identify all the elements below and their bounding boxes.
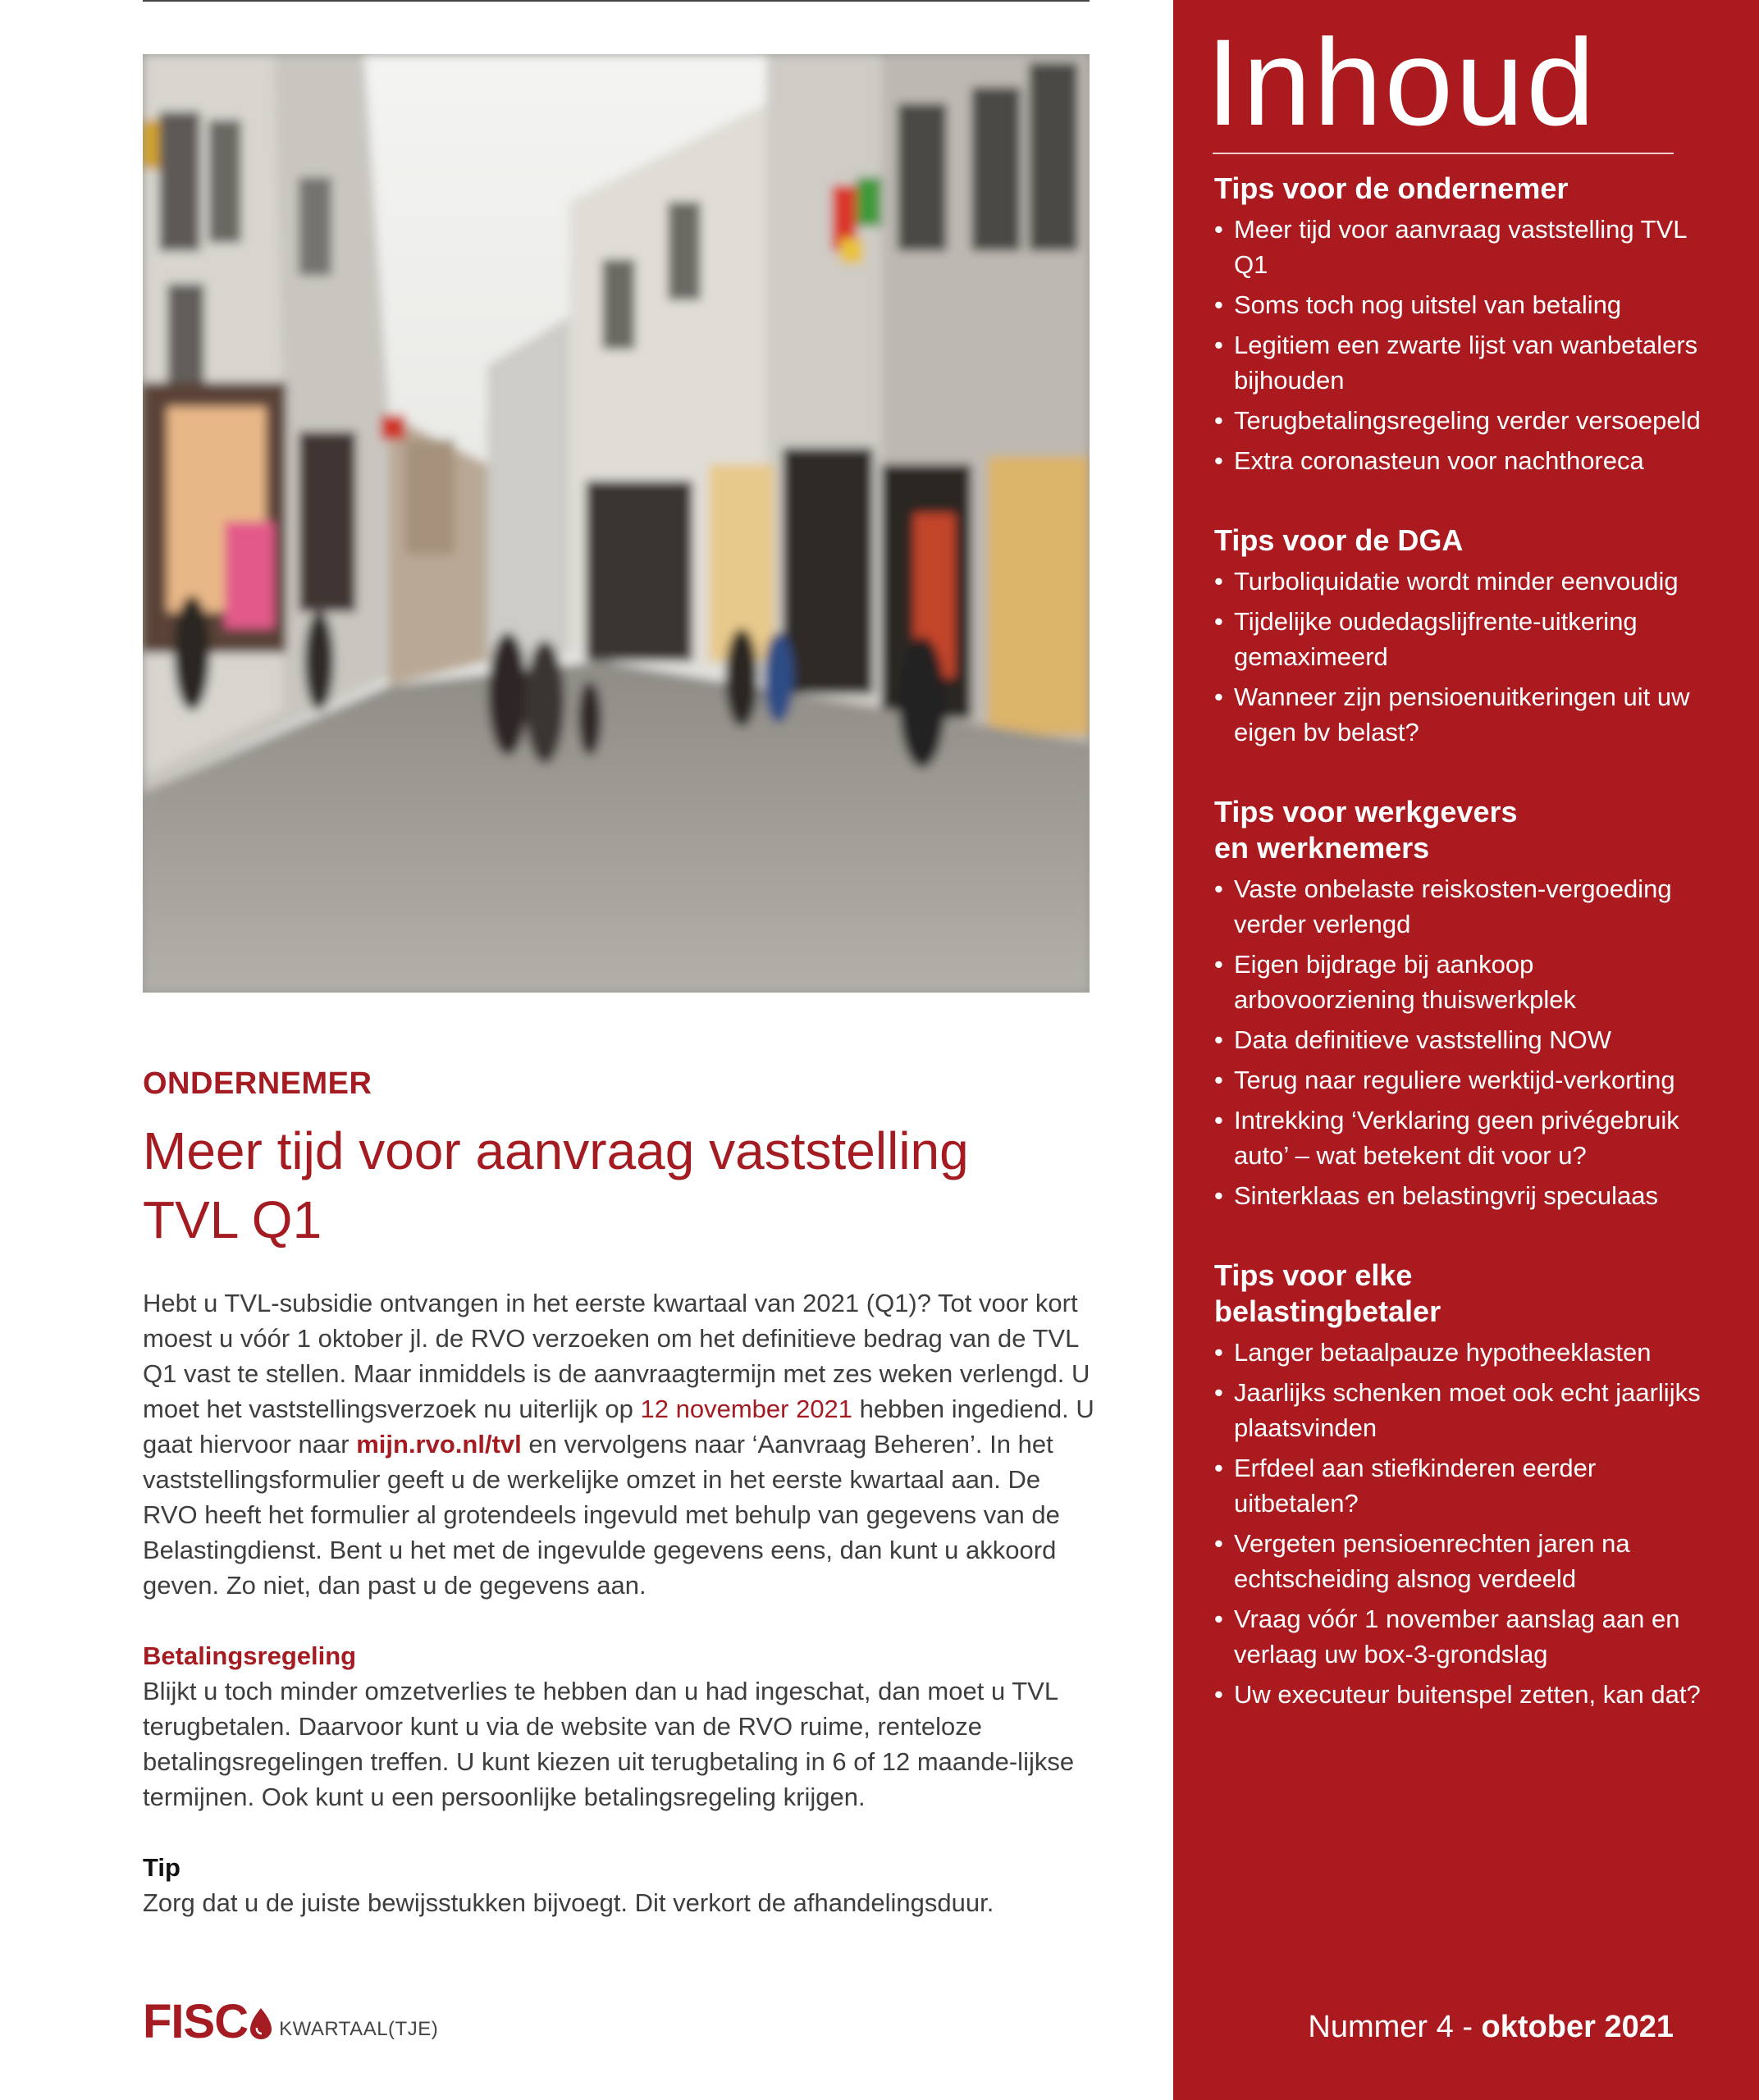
toc-section — [1214, 794, 1706, 1213]
article-paragraph: Blijkt u toch minder omzetverlies te hebben dan u had ingeschat, dan moet u TVL terugbetalen. Daarvoor kunt u via de website van de RVO ruime, renteloze betalingsregelingen treffen. U kunt kiezen uit terugbetaling in 6 of 12 maande-lijkse termijnen. Ook kunt u een persoonlijke betalingsregeling krijgen. — [143, 1677, 1075, 1811]
fisc-logo — [143, 1995, 439, 2048]
issue-date: oktober 2021 — [1481, 2010, 1674, 2044]
toc-item[interactable]: • Erfdeel aan stiefkinderen eerder uitbetalen? — [1214, 1450, 1706, 1521]
toc-item[interactable]: • Vergeten pensioenrechten jaren na echtscheiding alsnog verdeeld — [1214, 1526, 1706, 1596]
paragraph-text: Hebt u TVL-subsidie ontvangen in het eerste kwartaal van 2021 (Q1)? Tot voor kort moest u vóór 1 oktober jl. de RVO verzoeken om het definitieve bedrag van de TVL Q1 vast te stellen. Maar inmiddels is de aanvraagtermijn met zes weken verlengd. U moet het vaststellingsverzoek nu uiterlijk op — [143, 1289, 1090, 1423]
article-title: Meer tijd voor aanvraag vaststelling TVL Q1 — [143, 1121, 969, 1249]
contents-divider — [1213, 153, 1674, 154]
toc-item[interactable]: • Soms toch nog uitstel van betaling — [1214, 287, 1706, 322]
contents-title: Inhoud — [1206, 13, 1597, 151]
toc-item[interactable]: • Wanneer zijn pensioenuitkeringen uit uw eigen bv belast? — [1214, 679, 1706, 750]
toc-item[interactable]: • Intrekking ‘Verklaring geen privégebruik auto’ – wat betekent dit voor u? — [1214, 1102, 1706, 1173]
toc-section — [1214, 1258, 1706, 1712]
logo-drop-icon — [249, 2006, 272, 2039]
article — [143, 1066, 1094, 1920]
toc-item[interactable]: • Terugbetalingsregeling verder versoepeld — [1214, 403, 1706, 438]
toc-item[interactable]: • Sinterklaas en belastingvrij speculaas — [1214, 1178, 1706, 1213]
tip-text: Zorg dat u de juiste bewijsstukken bijvoegt. Dit verkort de afhandelingsduur. — [143, 1888, 994, 1917]
paragraph-text: en vervolgens naar ‘Aanvraag Beheren’. In het vaststellingsformulier geeft u de werkelijke omzet in het eerste kwartaal aan. De RVO heeft het formulier al grotendeels ingevuld met behulp van gegevens van de Belastingdienst. Bent u het met de ingevulde gegevens eens, dan kunt u akkoord geven. Zo niet, dan past u de gegevens aan. — [143, 1430, 1060, 1600]
toc-item[interactable]: • Tijdelijke oudedagslijfrente-uitkering gemaximeerd — [1214, 604, 1706, 674]
logo-brand: FISC — [143, 1995, 249, 2048]
article-paragraph — [143, 1285, 1094, 1603]
logo-subtitle: KWARTAAL(TJE) — [279, 2018, 439, 2040]
toc-item[interactable]: • Vraag vóór 1 november aanslag aan en verlaag uw box-3-grondslag — [1214, 1601, 1706, 1672]
toc-item[interactable]: • Meer tijd voor aanvraag vaststelling TVL Q1 — [1214, 212, 1706, 282]
top-rule — [143, 0, 1090, 2]
toc-item[interactable]: • Legitiem een zwarte lijst van wanbetalers bijhouden — [1214, 327, 1706, 398]
toc-section-heading: Tips voor elke belastingbetaler — [1214, 1258, 1441, 1328]
rvo-link[interactable]: mijn.rvo.nl/tvl — [356, 1430, 522, 1459]
toc-item[interactable]: • Jaarlijks schenken moet ook echt jaarlijks plaatsvinden — [1214, 1375, 1706, 1445]
issue-label — [1308, 2010, 1674, 2045]
toc-item[interactable]: • Data definitieve vaststelling NOW — [1214, 1022, 1706, 1057]
toc-item[interactable]: • Vaste onbelaste reiskosten-vergoeding verder verlengd — [1214, 871, 1706, 942]
toc-section-heading: Tips voor werkgevers en werknemers — [1214, 795, 1518, 865]
article-kicker: ONDERNEMER — [143, 1066, 372, 1101]
subheading-betalingsregeling: Betalingsregeling — [143, 1641, 357, 1670]
tip-heading: Tip — [143, 1853, 180, 1882]
issue-number: Nummer 4 - — [1308, 2010, 1482, 2044]
deadline-date: 12 november 2021 — [640, 1395, 853, 1423]
table-of-contents — [1214, 171, 1706, 1756]
toc-item[interactable]: • Langer betaalpauze hypotheeklasten — [1214, 1335, 1706, 1370]
toc-item[interactable]: • Terug naar reguliere werktijd-verkorting — [1214, 1062, 1706, 1098]
toc-section — [1214, 523, 1706, 750]
toc-item[interactable]: • Turboliquidatie wordt minder eenvoudig — [1214, 564, 1706, 599]
toc-item[interactable]: • Uw executeur buitenspel zetten, kan dat? — [1214, 1677, 1706, 1712]
paragraph-text: hebben ingediend. U gaat hiervoor naar — [143, 1395, 1094, 1459]
toc-item[interactable]: • Extra coronasteun voor nachthoreca — [1214, 443, 1706, 478]
toc-section-heading: Tips voor de ondernemer — [1214, 171, 1569, 205]
street-photo — [143, 54, 1090, 993]
contents-sidebar — [1173, 0, 1759, 2100]
toc-item[interactable]: • Eigen bijdrage bij aankoop arbovoorziening thuiswerkplek — [1214, 947, 1706, 1017]
toc-section-heading: Tips voor de DGA — [1214, 523, 1464, 557]
toc-section — [1214, 171, 1706, 478]
